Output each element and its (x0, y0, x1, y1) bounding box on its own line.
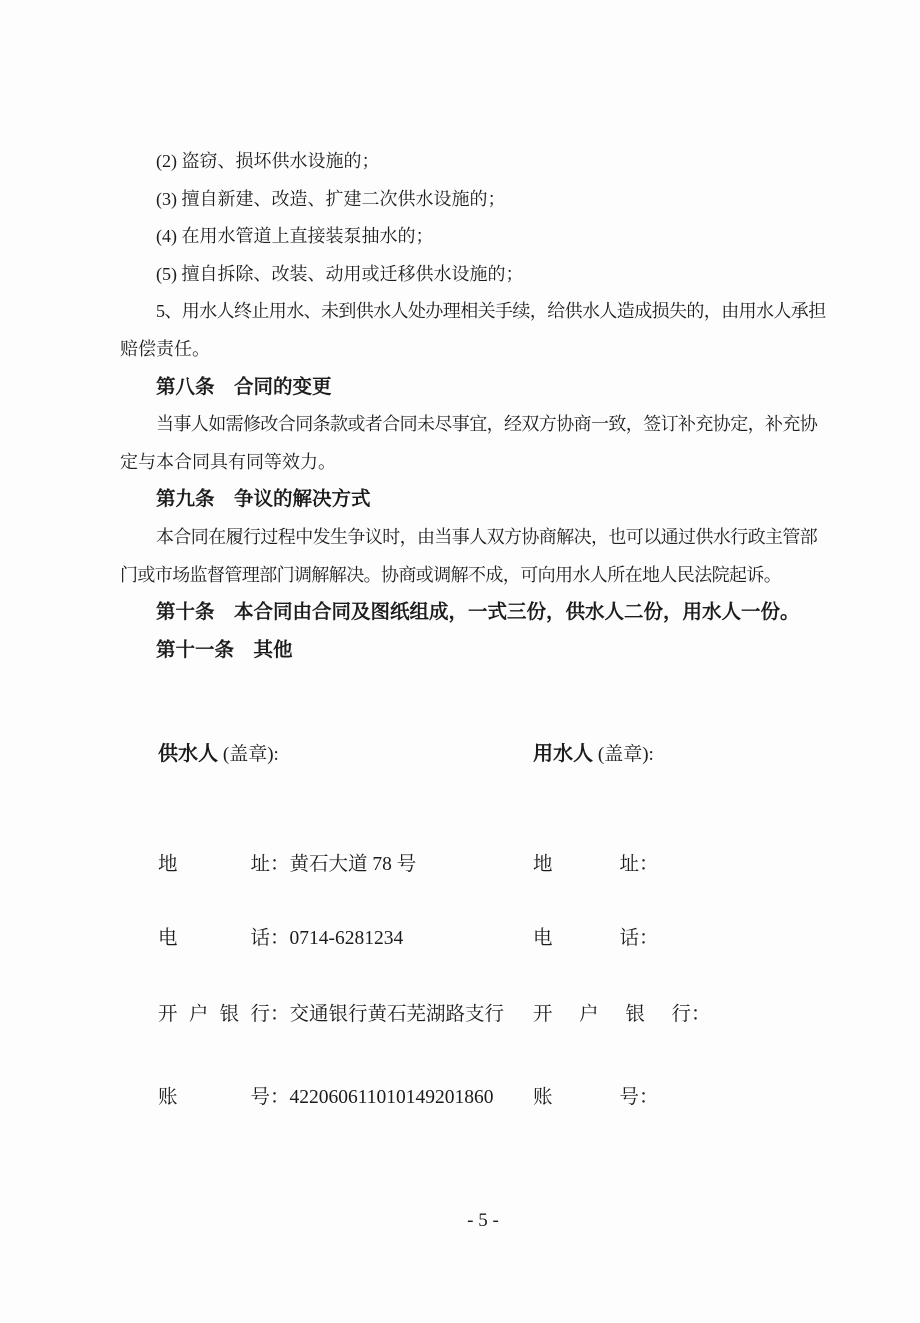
supplier-phone-label: 电话 (158, 928, 270, 949)
user-title: 用水人 (533, 743, 593, 765)
account-row (0, 1084, 920, 1111)
list-item-4: (4) 在用水管道上直接装泵抽水的； (156, 226, 434, 247)
article-8-line-1: 当事人如需修改合同条款或者合同未尽事宜，经双方协商一致，签订补充协定，补充协 (156, 414, 818, 435)
article-8-heading: 第八条 合同的变更 (156, 375, 332, 398)
page-number: - 5 - (467, 1210, 499, 1231)
article-8-line-2: 定与本合同具有同等效力。 (120, 451, 336, 472)
colon: ： (639, 854, 659, 875)
paragraph-5-line-2: 赔偿责任。 (120, 338, 210, 359)
address-row (0, 851, 920, 878)
colon: ： (270, 1004, 290, 1025)
supplier-phone-value: 0714-6281234 (289, 928, 404, 949)
supplier-account-label: 账号 (158, 1087, 270, 1108)
user-phone-label: 电话 (533, 928, 639, 949)
article-9-line-2: 门或市场监督管理部门调解解决。协商或调解不成，可向用水人所在地人民法院起诉。 (120, 564, 782, 585)
list-item-5: (5) 擅自拆除、改装、动用或迁移供水设施的； (156, 263, 524, 284)
article-11-heading: 第十一条 其他 (156, 638, 293, 661)
supplier-bank-value: 交通银行黄石芜湖路支行 (289, 1004, 505, 1025)
supplier-address-label: 地址 (158, 854, 270, 875)
bank-row (0, 1001, 920, 1028)
list-item-3: (3) 擅自新建、改造、扩建二次供水设施的； (156, 188, 506, 209)
supplier-seal-label: (盖章): (222, 744, 279, 765)
user-account-label: 账号 (533, 1087, 639, 1108)
colon: ： (639, 928, 659, 949)
user-address-label: 地址 (533, 854, 639, 875)
supplier-title: 供水人 (158, 743, 218, 765)
supplier-bank-label: 开户银行 (158, 1004, 270, 1025)
supplier-account-value: 422060611010149201860 (289, 1087, 494, 1108)
article-9-heading: 第九条 争议的解决方式 (156, 488, 371, 511)
phone-row (0, 925, 920, 952)
article-9-line-1: 本合同在履行过程中发生争议时，由当事人双方协商解决，也可以通过供水行政主管部 (156, 526, 818, 547)
colon: ： (639, 1087, 659, 1108)
contract-body (120, 143, 850, 669)
seal-row (0, 741, 920, 768)
user-bank-label: 开户银行 (533, 1004, 691, 1025)
colon: ： (270, 928, 290, 949)
paragraph-5-line-1: 5、用水人终止用水、未到供水人处办理相关手续，给供水人造成损失的，由用水人承担 (156, 301, 826, 322)
supplier-address-value: 黄石大道 78 号 (289, 854, 417, 875)
colon: ： (691, 1004, 711, 1025)
colon: ： (270, 854, 290, 875)
list-item-2: (2) 盗窃、损坏供水设施的； (156, 151, 380, 171)
article-10-heading: 第十条 本合同由合同及图纸组成，一式三份，供水人二份，用水人一份。 (156, 601, 800, 624)
colon: ： (270, 1087, 290, 1108)
user-seal-label: (盖章): (597, 744, 654, 765)
